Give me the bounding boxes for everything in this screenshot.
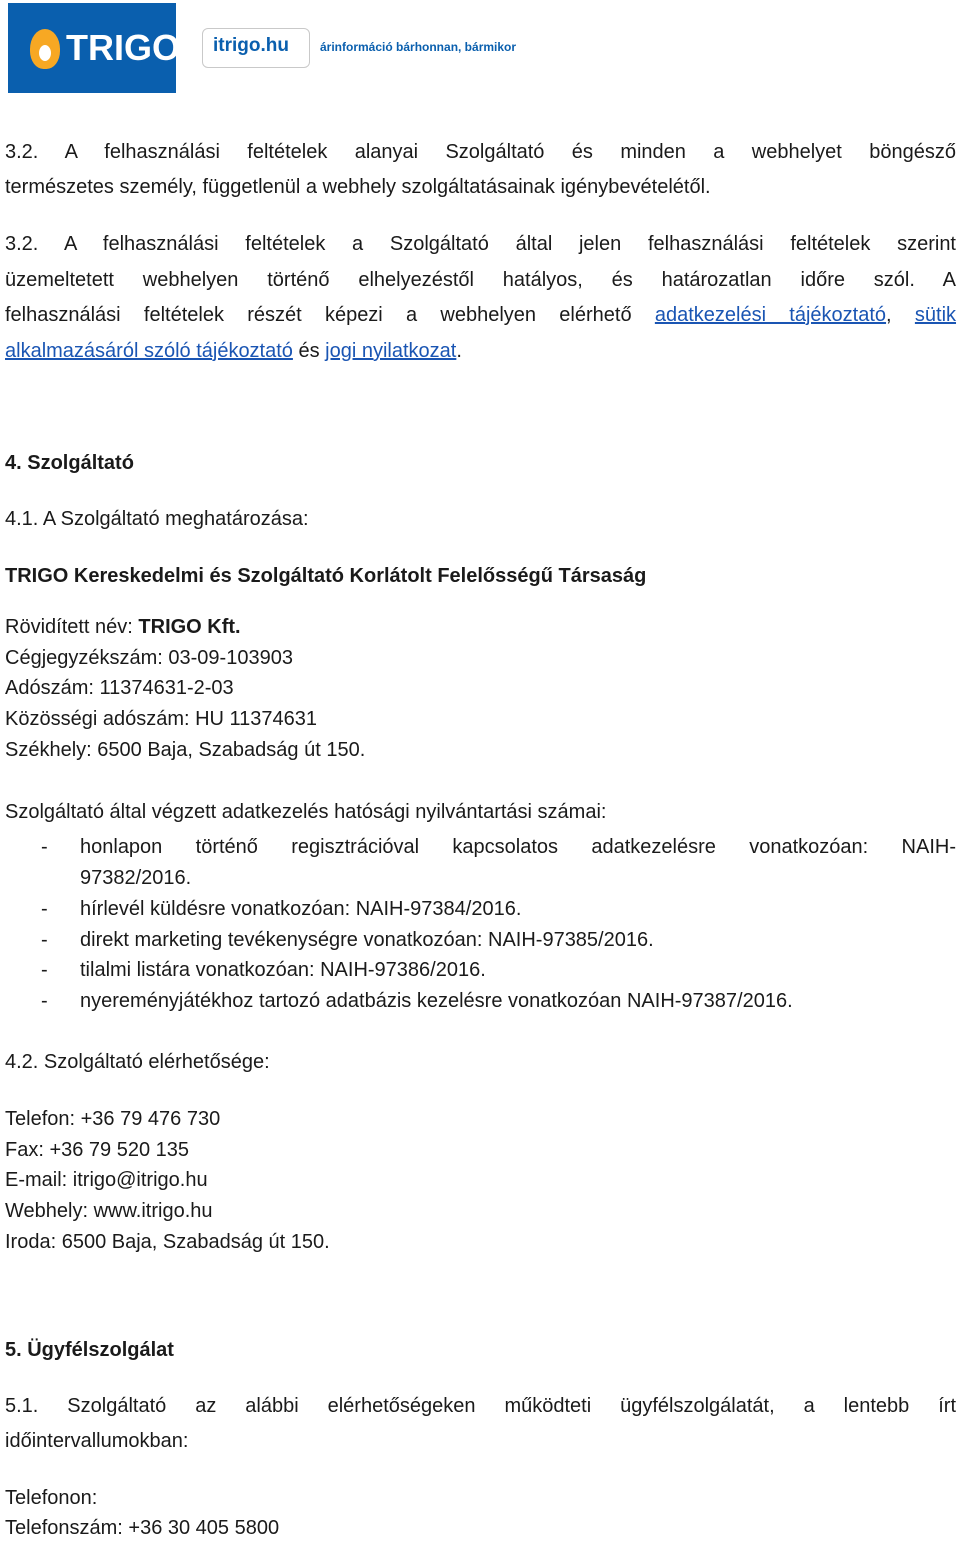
short-name-label: Rövidített név:: [5, 616, 139, 638]
itrigo-logo[interactable]: [202, 28, 310, 68]
company-name: TRIGO Kereskedelmi és Szolgáltató Korlátolt Felelősségű Társaság: [5, 565, 647, 587]
itrigo-logo-text: itrigo.hu: [213, 35, 289, 56]
bullet-dash: -: [41, 929, 48, 951]
iroda: Iroda: 6500 Baja, Szabadság út 150.: [5, 1231, 330, 1253]
s32a-line1: 3.2. A felhasználási feltételek alanyai Szolgáltató és minden a webhelyet böngésző: [5, 141, 956, 163]
tagline: árinformáció bárhonnan, bármikor: [320, 40, 517, 54]
s32b-line1: 3.2. A felhasználási feltételek a Szolgáltató által jelen felhasználási feltételek szerint: [5, 233, 956, 255]
bullet-item-continuation: 97382/2016.: [80, 867, 192, 889]
webhely: Webhely: www.itrigo.hu: [5, 1200, 213, 1222]
trigo-logo-text: TRIGO: [66, 27, 180, 68]
p51-line2: időintervallumokban:: [5, 1430, 189, 1452]
bullet-item: hírlevél küldésre vonatkozóan: NAIH-97384/2016.: [80, 898, 522, 920]
section-4-heading: 4. Szolgáltató: [5, 452, 134, 474]
telefonon-label: Telefonon:: [5, 1487, 98, 1509]
s32b-line2: üzemeltetett webhelyen történő elhelyezéstől hatályos, és határozatlan időre szól. A: [5, 269, 956, 291]
cegjegyzekszam: Cégjegyzékszám: 03-09-103903: [5, 647, 293, 669]
s32a-line2: természetes személy, függetlenül a webhely szolgáltatásainak igénybevételétől.: [5, 176, 711, 198]
trigo-logo[interactable]: [8, 3, 180, 93]
bullet-dash: -: [41, 898, 48, 920]
period: .: [456, 340, 462, 362]
bullet-item: direkt marketing tevékenységre vonatkozóan: NAIH-97385/2016.: [80, 929, 654, 951]
link-adatkezelesi-tajekoztato[interactable]: adatkezelési tájékoztató: [654, 304, 887, 326]
bullet-item: tilalmi listára vonatkozóan: NAIH-97386/2016.: [80, 959, 486, 981]
s32b-line3-text: felhasználási feltételek részét képezi a webhelyen elérhető: [5, 304, 655, 326]
comma: ,: [886, 304, 892, 326]
bullet-dash: -: [41, 836, 48, 858]
bullet-item: honlapon történő regisztrációval kapcsolatos adatkezelésre vonatkozóan: NAIH-: [80, 836, 956, 858]
bullet-dash: -: [41, 990, 48, 1012]
header: [0, 0, 960, 100]
section-4-2: 4.2. Szolgáltató elérhetősége:: [5, 1051, 270, 1073]
szekhely: Székhely: 6500 Baja, Szabadság út 150.: [5, 739, 366, 761]
section-5-heading: 5. Ügyfélszolgálat: [5, 1339, 174, 1361]
registry-intro: Szolgáltató által végzett adatkezelés hatósági nyilvántartási számai:: [5, 801, 607, 823]
telefon: Telefon: +36 79 476 730: [5, 1108, 221, 1130]
section-4-1: 4.1. A Szolgáltató meghatározása:: [5, 508, 309, 530]
link-sutik-part1[interactable]: sütik: [914, 304, 957, 326]
email: E-mail: itrigo@itrigo.hu: [5, 1169, 208, 1191]
short-name-value: TRIGO Kft.: [138, 616, 241, 638]
p51-line1: 5.1. Szolgáltató az alábbi elérhetőségeken működteti ügyfélszolgálatát, a lentebb írt: [5, 1395, 956, 1417]
telefonszam: Telefonszám: +36 30 405 5800: [5, 1517, 280, 1539]
penguin-icon: [30, 29, 60, 69]
link-sutik-part2[interactable]: alkalmazásáról szóló tájékoztató: [5, 340, 293, 362]
s32b-line4: [5, 336, 956, 366]
short-name: [5, 612, 956, 642]
fax: Fax: +36 79 520 135: [5, 1139, 190, 1161]
and-text: és: [292, 340, 326, 362]
bullet-item: nyereményjátékhoz tartozó adatbázis kezelésre vonatkozóan NAIH-97387/2016.: [80, 990, 793, 1012]
link-jogi-nyilatkozat[interactable]: jogi nyilatkozat: [325, 340, 457, 362]
bullet-dash: -: [41, 959, 48, 981]
kozossegi-adoszam: Közösségi adószám: HU 11374631: [5, 708, 318, 730]
adoszam: Adószám: 11374631-2-03: [5, 677, 234, 699]
s32b-line3: [5, 300, 956, 330]
